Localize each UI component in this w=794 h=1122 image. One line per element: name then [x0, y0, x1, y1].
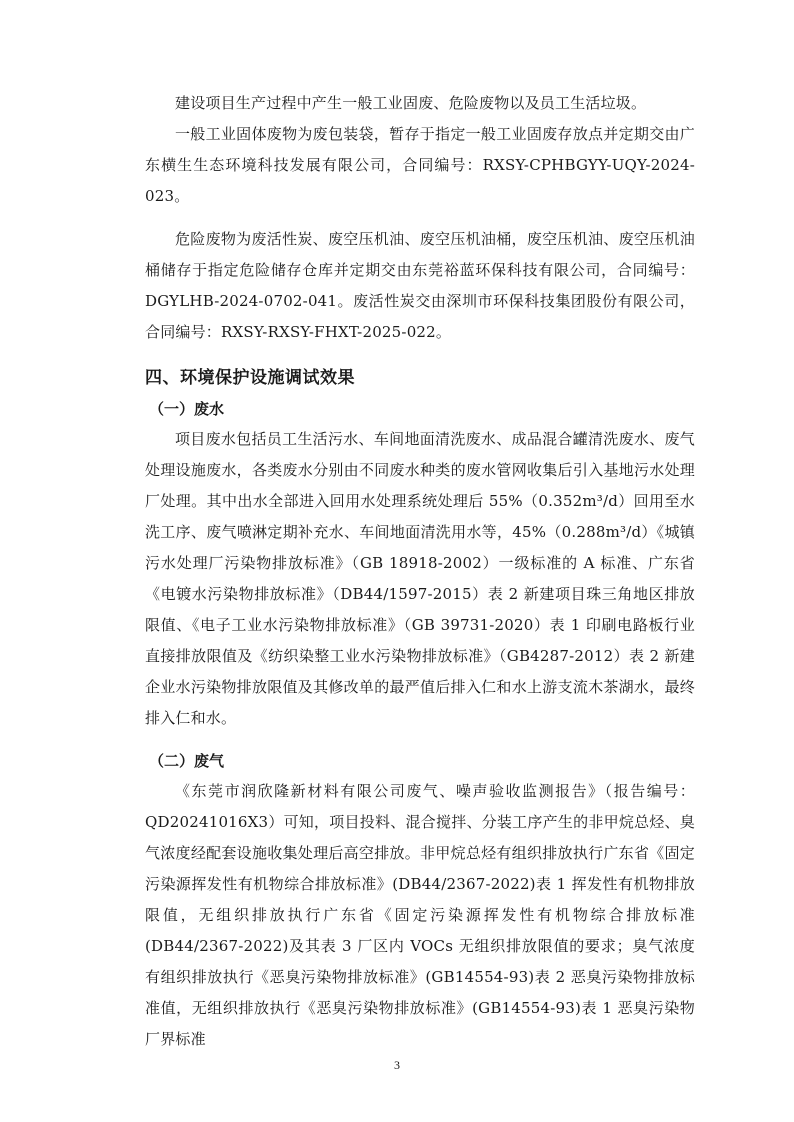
- paragraph-spacer: [145, 212, 695, 224]
- paragraph-spacer: [145, 734, 695, 746]
- hazardous-waste-paragraph: 危险废物为废活性炭、废空压机油、废空压机油桶，废空压机油、废空压机油桶储存于指定危险储存仓库并定期交由东莞裕蓝环保科技有限公司，合同编号：DGYLHB-2024-0702-041。废活性炭交由深圳市环保科技集团股份有限公司，合同编号：RXSY-RXSY-FHXT-2025-022。: [145, 230, 695, 341]
- page-content: [145, 88, 695, 1055]
- page-number: 3: [394, 1058, 400, 1072]
- subsection-heading-waste-gas: （二）废气: [149, 752, 225, 770]
- solid-waste-intro-paragraph: 建设项目生产过程中产生一般工业固废、危险废物以及员工生活垃圾。: [175, 94, 647, 112]
- wastewater-paragraph: 项目废水包括员工生活污水、车间地面清洗废水、成品混合罐清洗废水、废气处理设施废水，各类废水分别由不同废水种类的废水管网收集后引入基地污水处理厂处理。其中出水全部进入回用水处理系统处理后 55%（0.352m³/d）回用至水洗工序、废气喷淋定期补充水、车间地面清洗用水等，45%（0.288m³/d）《城镇污水处理厂污染物排放标准》（GB 18918-2002）一级标准的 A 标准、广东省《电镀水污染物排放标准》（DB44/1597-2015）表 2 新建项目珠三角地区排放限值、《电子工业水污染物排放标准》（GB 39731-2020）表 1 印刷电路板行业直接排放限值及《纺织染整工业水污染物排放标准》（GB4287-2012）表 2 新建企业水污染物排放限值及其修改单的最严值后排入仁和水上游支流木茶湖水，最终排入仁和水。: [145, 430, 695, 727]
- waste-gas-paragraph: 《东莞市润欣隆新材料有限公司废气、噪声验收监测报告》（报告编号：QD20241016X3）可知，项目投料、混合搅拌、分装工序产生的非甲烷总烃、臭气浓度经配套设施收集处理后高空排放。非甲烷总烃有组织排放执行广东省《固定污染源挥发性有机物综合排放标准》(DB44/2367-2022)表 1 挥发性有机物排放限值，无组织排放执行广东省《固定污染源挥发性有机物综合排放标准(DB44/2367-2022)及其表 3 厂区内 VOCs 无组织排放限值的要求；臭气浓度有组织排放执行《恶臭污染物排放标准》(GB14554-93)表 2 恶臭污染物排放标准值，无组织排放执行《恶臭污染物排放标准》(GB14554-93)表 1 恶臭污染物厂界标准: [145, 782, 695, 1048]
- subsection-heading-wastewater: （一）废水: [149, 400, 225, 418]
- section-heading-environmental-facilities: 四、环境保护设施调试效果: [145, 368, 355, 388]
- general-industrial-waste-paragraph: 一般工业固体废物为废包装袋，暂存于指定一般工业固废存放点并定期交由广东横生生态环境科技发展有限公司，合同编号：RXSY-CPHBGYY-UQY-2024-023。: [145, 125, 695, 205]
